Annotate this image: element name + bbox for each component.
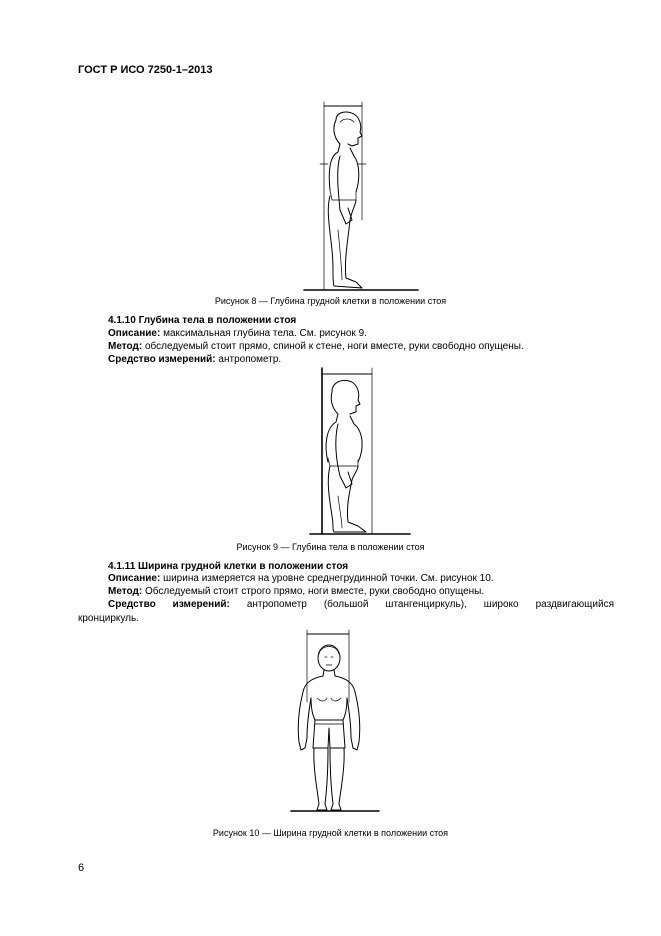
figure-9-caption: Рисунок 9 — Глубина тела в положении стоя bbox=[236, 542, 425, 552]
figure-9-illustration bbox=[300, 366, 420, 538]
section-4-1-11-method: Метод: Обследуемый стоит строго прямо, ноги вместе, руки свободно опущены. bbox=[108, 586, 485, 597]
figure-8-illustration bbox=[300, 100, 420, 295]
figure-8-caption: Рисунок 8 — Глубина грудной клетки в положении стоя bbox=[214, 296, 447, 306]
section-4-1-11-title: 4.1.11 Ширина грудной клетки в положении стоя bbox=[108, 561, 349, 572]
section-4-1-11-description: Описание: ширина измеряется на уровне среднегрудинной точки. См. рисунок 10. bbox=[108, 573, 494, 584]
section-4-1-10-method: Метод: обследуемый стоит прямо, спиной к стене, ноги вместе, руки свободно опущены. bbox=[108, 341, 524, 352]
figure-10-caption: Рисунок 10 — Ширина грудной клетки в положении стоя bbox=[212, 828, 449, 838]
figure-10-illustration bbox=[285, 628, 385, 818]
section-4-1-10-description: Описание: максимальная глубина тела. См. рисунок 9. bbox=[108, 328, 367, 339]
document-header: ГОСТ Р ИСО 7250-1–2013 bbox=[78, 64, 213, 76]
section-4-1-11-instrument: Средство измерений: антропометр (большой штангенциркуль), широко раздвигающийся кронциркуль. bbox=[78, 599, 614, 624]
section-4-1-10-instrument: Средство измерений: антропометр. bbox=[108, 354, 282, 365]
page-number: 6 bbox=[78, 862, 85, 874]
section-4-1-10-title: 4.1.10 Глубина тела в положении стоя bbox=[108, 315, 297, 326]
